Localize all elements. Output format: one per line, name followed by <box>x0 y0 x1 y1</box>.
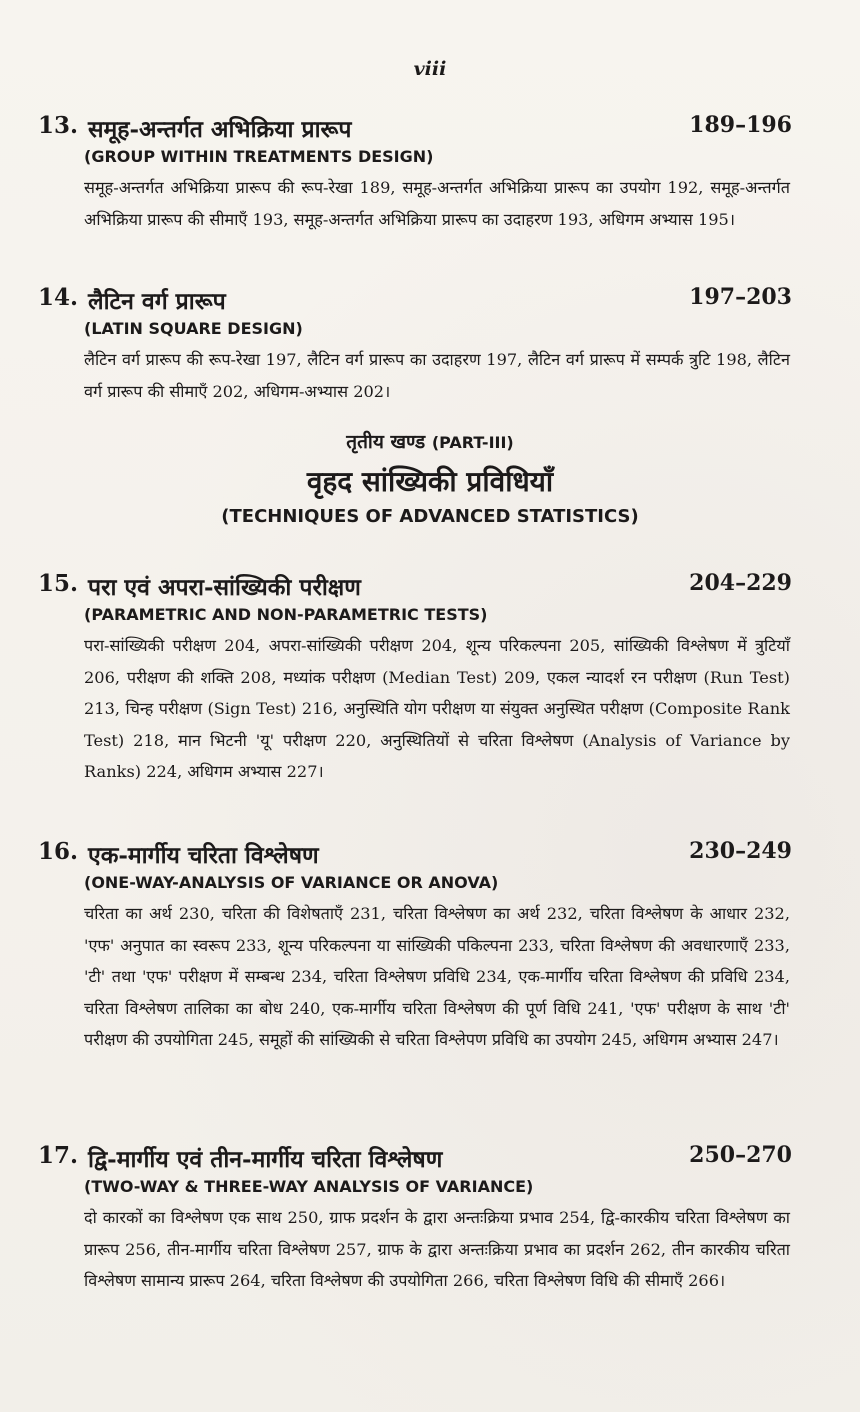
chapter-title: लैटिन वर्ग प्रारूप <box>88 288 226 315</box>
chapter-title: एक-मार्गीय चरिता विश्लेषण <box>88 842 319 869</box>
chapter-topics: दो कारकों का विश्लेषण एक साथ 250, ग्राफ प्रदर्शन के द्वारा अन्तःक्रिया प्रभाव 254, द्वि-कारकीय चरिता विश्लेषण का प्रारूप 256, तीन-मार्गीय चरिता विश्लेषण 257, ग्राफ के द्वारा अन्तःक्रिया प्रभाव का प्रदर्शन 262, तीन कारकीय चरिता विश्लेषण सामान्य प्रारूप 264, चरिता विश्लेषण की उपयोगिता 266, चरिता विश्लेषण विधि की सीमाएँ 266। <box>84 1208 790 1290</box>
toc-entry-13 <box>38 112 798 235</box>
chapter-number: 13. <box>38 112 79 139</box>
toc-entry-15 <box>38 570 798 788</box>
chapter-number: 15. <box>38 570 79 597</box>
part-title-english: (TECHNIQUES OF ADVANCED STATISTICS) <box>221 506 639 527</box>
chapter-topics: लैटिन वर्ग प्रारूप की रूप-रेखा 197, लैटिन वर्ग प्रारूप का उदाहरण 197, लैटिन वर्ग प्रारूप में सम्पर्क त्रुटि 198, लैटिन वर्ग प्रारूप की सीमाएँ 202, अधिगम-अभ्यास 202। <box>84 350 790 401</box>
chapter-title-english: (GROUP WITHIN TREATMENTS DESIGN) <box>84 147 434 166</box>
chapter-number: 16. <box>38 838 79 865</box>
toc-entry-header <box>38 284 798 318</box>
chapter-number: 17. <box>38 1142 79 1169</box>
chapter-title-english: (LATIN SQUARE DESIGN) <box>84 319 303 338</box>
page-range: 197–203 <box>689 284 792 310</box>
chapter-title: द्वि-मार्गीय एवं तीन-मार्गीय चरिता विश्लेषण <box>88 1146 443 1173</box>
toc-entry-header <box>38 570 798 604</box>
chapter-title-english: (ONE-WAY-ANALYSIS OF VARIANCE OR ANOVA) <box>84 873 499 892</box>
chapter-title: परा एवं अपरा-सांख्यिकी परीक्षण <box>88 574 361 601</box>
chapter-title-english: (PARAMETRIC AND NON-PARAMETRIC TESTS) <box>84 605 488 624</box>
page-range: 230–249 <box>689 838 792 864</box>
toc-entry-14 <box>38 284 798 407</box>
toc-entry-17 <box>38 1142 798 1297</box>
toc-entry-header <box>38 1142 798 1176</box>
page-range: 250–270 <box>689 1142 792 1168</box>
chapter-title-english: (TWO-WAY & THREE-WAY ANALYSIS OF VARIANCE) <box>84 1177 534 1196</box>
page-range: 189–196 <box>689 112 792 138</box>
chapter-topics: परा-सांख्यिकी परीक्षण 204, अपरा-सांख्यिकी परीक्षण 204, शून्य परिकल्पना 205, सांख्यिकी विश्लेषण में त्रुटियाँ 206, परीक्षण की शक्ति 208, मध्यांक परीक्षण (Median Test) 209, एकल न्यादर्श रन परीक्षण (Run Test) 213, चिन्ह परीक्षण (Sign Test) 216, अनुस्थिति योग परीक्षण या संयुक्त अनुस्थित परीक्षण (Composite Rank Test) 218, मान भिटनी 'यू' परीक्षण 220, अनुस्थितियों से चरिता विश्लेषण (Analysis of Variance by Ranks) 224, अधिगम अभ्यास 227। <box>84 636 790 781</box>
part-label-hindi: तृतीय खण्ड <box>346 431 426 453</box>
page-number: viii <box>413 58 447 80</box>
part-label <box>0 428 860 454</box>
chapter-number: 14. <box>38 284 79 311</box>
part-heading <box>0 428 860 527</box>
chapter-title: समूह-अन्तर्गत अभिक्रिया प्रारूप <box>88 116 352 143</box>
part-title: वृहद सांख्यिकी प्रविधियाँ <box>306 465 554 498</box>
toc-entry-16 <box>38 838 798 1056</box>
chapter-topics: समूह-अन्तर्गत अभिक्रिया प्रारूप की रूप-रेखा 189, समूह-अन्तर्गत अभिक्रिया प्रारूप का उपयोग 192, समूह-अन्तर्गत अभिक्रिया प्रारूप की सीमाएँ 193, समूह-अन्तर्गत अभिक्रिया प्रारूप का उदाहरण 193, अधिगम अभ्यास 195। <box>84 178 790 229</box>
toc-entry-header <box>38 112 798 146</box>
toc-entry-header <box>38 838 798 872</box>
part-label-english: (PART-III) <box>431 433 514 452</box>
chapter-topics: चरिता का अर्थ 230, चरिता की विशेषताएँ 231, चरिता विश्लेषण का अर्थ 232, चरिता विश्लेषण के आधार 232, 'एफ' अनुपात का स्वरूप 233, शून्य परिकल्पना या सांख्यिकी पकिल्पना 233, चरिता विश्लेषण की अवधारणाएँ 233, 'टी' तथा 'एफ' परीक्षण में सम्बन्ध 234, चरिता विश्लेषण प्रविधि 234, एक-मार्गीय चरिता विश्लेषण की प्रविधि 234, चरिता विश्लेषण तालिका का बोध 240, एक-मार्गीय चरिता विश्लेषण की पूर्ण विधि 241, 'एफ' परीक्षण के साथ 'टी' परीक्षण की उपयोगिता 245, समूहों की सांख्यिकी से चरिता विश्लेपण प्रविधि का उपयोग 245, अधिगम अभ्यास 247। <box>84 904 790 1049</box>
page-range: 204–229 <box>689 570 792 596</box>
